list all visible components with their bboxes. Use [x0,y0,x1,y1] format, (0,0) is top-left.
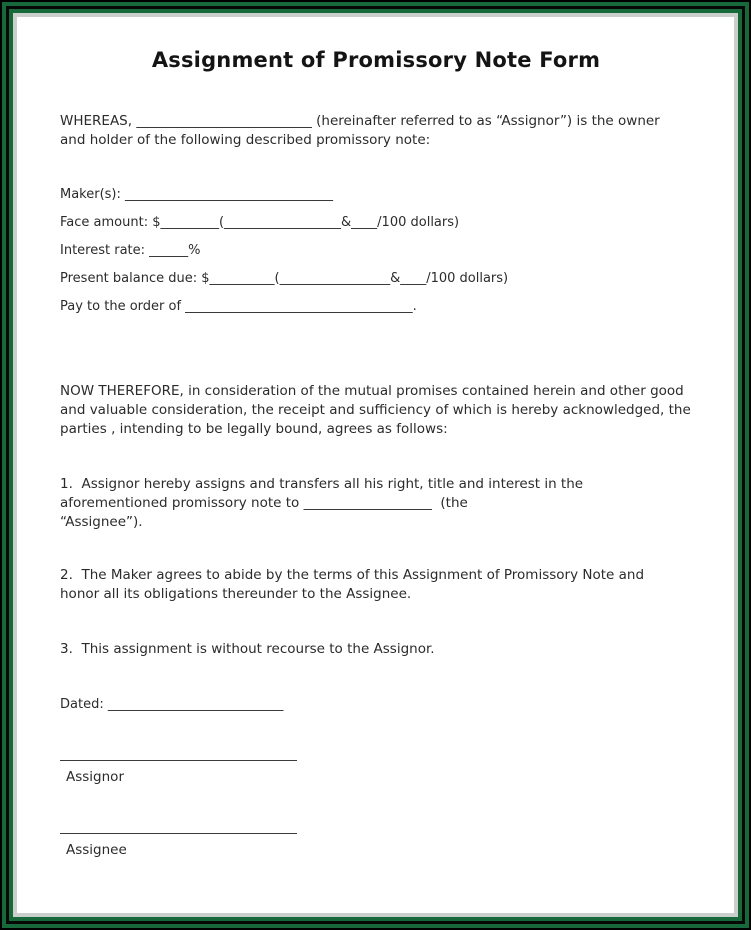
item-1-line-1: 1. Assignor hereby assigns and transfers all his right, title and interest in the [60,476,584,492]
field-makers: Maker(s): ________________________________ [60,187,334,202]
whereas-clause [60,112,692,150]
now-therefore-clause [60,382,692,439]
agreement-item-2 [60,566,692,604]
promissory-note-fields [60,186,692,315]
now-therefore-line-1: NOW THEREFORE, in consideration of the mutual promises contained herein and other good [60,383,684,399]
border-green-inner [9,9,742,921]
field-face-amount: Face amount: $_________(__________________&____/100 dollars) [60,215,460,230]
dated-field: Dated: ___________________________ [60,697,284,712]
agreement-item-1 [60,475,692,532]
item-1-line-3: “Assignee”). [60,514,143,530]
assignor-signature-label: Assignor [66,769,124,785]
form-page [17,17,734,913]
border-gray-inner [13,13,738,917]
item-2-line-1: 2. The Maker agrees to abide by the terms of this Assignment of Promissory Note and [60,567,645,583]
now-therefore-line-3: parties , intending to be legally bound, agrees as follows: [60,421,448,437]
item-3-line-1: 3. This assignment is without recourse to the Assignor. [60,641,435,657]
border-black-inner [6,6,745,924]
field-pay-to-the-order-of: Pay to the order of ___________________________________. [60,299,417,314]
assignor-signature-line [60,760,297,761]
now-therefore-line-2: and valuable consideration, the receipt and sufficiency of which is hereby acknowledged, the [60,402,691,418]
whereas-line-1: WHEREAS, __________________________ (hereinafter referred to as “Assignor”) is the owner [60,113,660,129]
item-1-line-2: aforementioned promissory note to ___________________ (the [60,495,468,511]
item-2-line-2: honor all its obligations thereunder to the Assignee. [60,586,412,602]
form-title: Assignment of Promissory Note Form [151,48,601,72]
assignee-signature-label: Assignee [66,842,127,858]
assignee-signature-line [60,833,297,834]
whereas-line-2: and holder of the following described promissory note: [60,132,431,148]
agreement-item-3 [60,640,692,659]
field-interest-rate: Interest rate: ______% [60,243,201,258]
field-present-balance-due: Present balance due: $__________(_________________&____/100 dollars) [60,271,509,286]
border-green-outer [2,2,749,928]
